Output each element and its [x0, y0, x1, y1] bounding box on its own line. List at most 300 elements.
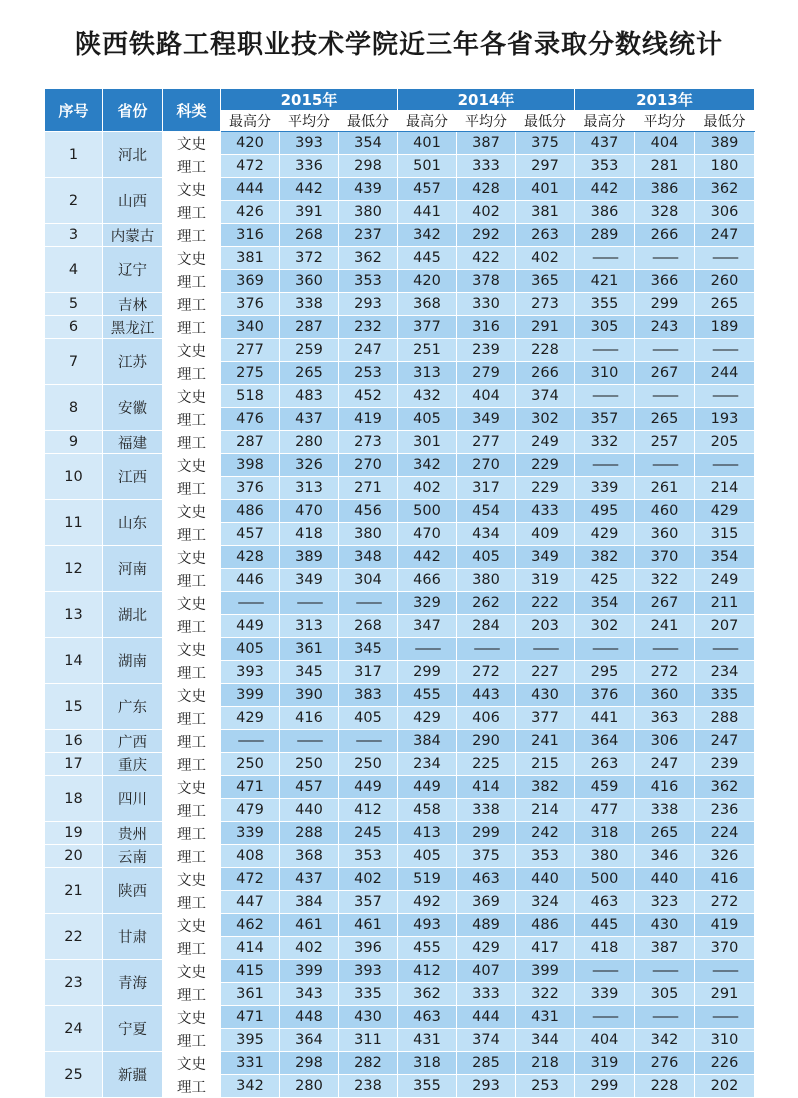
- score-cell: 250: [280, 753, 339, 776]
- score-cell: 326: [695, 845, 755, 868]
- row-seq: 2: [45, 178, 103, 224]
- row-seq: 11: [45, 500, 103, 546]
- score-cell: 376: [221, 293, 280, 316]
- score-cell: 390: [280, 684, 339, 707]
- row-subject: 文史: [163, 500, 221, 523]
- score-cell: 202: [695, 1075, 755, 1098]
- score-cell: 353: [516, 845, 575, 868]
- score-cell: 365: [516, 270, 575, 293]
- score-cell: 470: [280, 500, 339, 523]
- score-cell: 284: [457, 615, 516, 638]
- score-cell: 236: [695, 799, 755, 822]
- header-metric: 最高分: [221, 111, 280, 132]
- score-cell: 292: [457, 224, 516, 247]
- row-province: 河北: [103, 132, 163, 178]
- table-row: [45, 431, 755, 454]
- score-cell: 268: [339, 615, 398, 638]
- score-cell: 342: [635, 1029, 695, 1052]
- score-cell: 253: [339, 362, 398, 385]
- score-cell: 318: [398, 1052, 457, 1075]
- score-cell: 460: [635, 500, 695, 523]
- row-subject: 文史: [163, 247, 221, 270]
- score-cell: 272: [695, 891, 755, 914]
- score-cell: 429: [457, 937, 516, 960]
- score-cell: 461: [339, 914, 398, 937]
- table-row: [45, 132, 755, 155]
- row-province: 山西: [103, 178, 163, 224]
- score-cell: 349: [516, 546, 575, 569]
- score-cell: 180: [695, 155, 755, 178]
- score-cell: 377: [398, 316, 457, 339]
- score-cell: 414: [457, 776, 516, 799]
- score-cell: 281: [635, 155, 695, 178]
- row-seq: 4: [45, 247, 103, 293]
- score-cell: 500: [398, 500, 457, 523]
- score-cell: 344: [516, 1029, 575, 1052]
- score-cell: 342: [221, 1075, 280, 1098]
- score-cell: 416: [695, 868, 755, 891]
- row-subject: 理工: [163, 523, 221, 546]
- row-province: 内蒙古: [103, 224, 163, 247]
- score-cell: 313: [280, 615, 339, 638]
- score-cell: ——: [635, 247, 695, 270]
- table-row: [45, 316, 755, 339]
- score-cell: 449: [339, 776, 398, 799]
- score-cell: 316: [457, 316, 516, 339]
- score-cell: 291: [695, 983, 755, 1006]
- score-cell: 211: [695, 592, 755, 615]
- score-cell: 239: [457, 339, 516, 362]
- score-cell: ——: [398, 638, 457, 661]
- score-cell: 404: [575, 1029, 635, 1052]
- score-cell: ——: [695, 960, 755, 983]
- score-cell: 357: [339, 891, 398, 914]
- score-cell: 437: [280, 408, 339, 431]
- score-cell: 395: [221, 1029, 280, 1052]
- table-body: [45, 132, 755, 1098]
- row-subject: 文史: [163, 1052, 221, 1075]
- score-cell: 316: [221, 224, 280, 247]
- score-cell: 405: [221, 638, 280, 661]
- table-row: [45, 1052, 755, 1075]
- row-subject: 理工: [163, 477, 221, 500]
- row-province: 云南: [103, 845, 163, 868]
- score-cell: 247: [695, 730, 755, 753]
- score-cell: 402: [516, 247, 575, 270]
- row-province: 宁夏: [103, 1006, 163, 1052]
- score-cell: 241: [516, 730, 575, 753]
- score-cell: ——: [635, 385, 695, 408]
- score-cell: 263: [516, 224, 575, 247]
- score-cell: 362: [339, 247, 398, 270]
- score-cell: 323: [635, 891, 695, 914]
- score-cell: 305: [635, 983, 695, 1006]
- score-cell: 426: [221, 201, 280, 224]
- score-cell: 369: [457, 891, 516, 914]
- score-cell: 297: [516, 155, 575, 178]
- score-cell: ——: [280, 592, 339, 615]
- score-cell: ——: [695, 1006, 755, 1029]
- score-cell: 363: [635, 707, 695, 730]
- row-subject: 文史: [163, 868, 221, 891]
- score-cell: 382: [516, 776, 575, 799]
- score-cell: 273: [339, 431, 398, 454]
- score-cell: 299: [575, 1075, 635, 1098]
- row-subject: 理工: [163, 293, 221, 316]
- score-cell: 279: [457, 362, 516, 385]
- score-cell: 364: [575, 730, 635, 753]
- score-cell: 405: [457, 546, 516, 569]
- score-cell: 299: [635, 293, 695, 316]
- score-cell: 205: [695, 431, 755, 454]
- score-cell: 417: [516, 937, 575, 960]
- score-cell: 445: [575, 914, 635, 937]
- score-cell: 243: [635, 316, 695, 339]
- score-cell: 413: [398, 822, 457, 845]
- row-seq: 5: [45, 293, 103, 316]
- score-cell: 290: [457, 730, 516, 753]
- score-cell: 272: [457, 661, 516, 684]
- score-cell: 272: [635, 661, 695, 684]
- score-cell: 374: [516, 385, 575, 408]
- score-cell: 444: [221, 178, 280, 201]
- row-subject: 理工: [163, 201, 221, 224]
- score-cell: 318: [575, 822, 635, 845]
- score-cell: 333: [457, 155, 516, 178]
- row-subject: 理工: [163, 799, 221, 822]
- score-cell: 306: [635, 730, 695, 753]
- score-cell: 429: [695, 500, 755, 523]
- header-seq: 序号: [45, 89, 103, 132]
- score-cell: 420: [221, 132, 280, 155]
- score-cell: 402: [457, 201, 516, 224]
- score-cell: 429: [575, 523, 635, 546]
- score-cell: 439: [339, 178, 398, 201]
- score-cell: 448: [280, 1006, 339, 1029]
- score-cell: 342: [398, 224, 457, 247]
- score-cell: 486: [221, 500, 280, 523]
- score-cell: 267: [635, 362, 695, 385]
- score-cell: 489: [457, 914, 516, 937]
- score-cell: 500: [575, 868, 635, 891]
- score-cell: 342: [398, 454, 457, 477]
- table-row: [45, 776, 755, 799]
- score-cell: 441: [575, 707, 635, 730]
- score-cell: 207: [695, 615, 755, 638]
- score-cell: 405: [398, 408, 457, 431]
- row-seq: 23: [45, 960, 103, 1006]
- score-cell: 313: [280, 477, 339, 500]
- score-cell: 265: [695, 293, 755, 316]
- score-cell: 381: [221, 247, 280, 270]
- score-cell: 408: [221, 845, 280, 868]
- row-subject: 理工: [163, 224, 221, 247]
- score-cell: 266: [516, 362, 575, 385]
- header-subject: 科类: [163, 89, 221, 132]
- header-province: 省份: [103, 89, 163, 132]
- score-cell: 355: [398, 1075, 457, 1098]
- score-cell: 251: [398, 339, 457, 362]
- score-cell: 291: [516, 316, 575, 339]
- header-metric: 最低分: [339, 111, 398, 132]
- score-cell: 353: [575, 155, 635, 178]
- row-seq: 16: [45, 730, 103, 753]
- header-metric: 最高分: [575, 111, 635, 132]
- score-cell: 479: [221, 799, 280, 822]
- score-cell: 369: [221, 270, 280, 293]
- score-cell: 428: [457, 178, 516, 201]
- score-cell: 380: [575, 845, 635, 868]
- score-cell: 275: [221, 362, 280, 385]
- score-cell: 477: [575, 799, 635, 822]
- score-cell: 414: [221, 937, 280, 960]
- score-cell: 277: [457, 431, 516, 454]
- score-cell: ——: [575, 960, 635, 983]
- row-subject: 理工: [163, 753, 221, 776]
- score-cell: 340: [221, 316, 280, 339]
- score-cell: 455: [398, 937, 457, 960]
- score-cell: 331: [221, 1052, 280, 1075]
- row-subject: 文史: [163, 684, 221, 707]
- score-cell: 277: [221, 339, 280, 362]
- score-cell: 420: [398, 270, 457, 293]
- score-cell: 421: [575, 270, 635, 293]
- row-subject: 理工: [163, 983, 221, 1006]
- score-cell: 389: [695, 132, 755, 155]
- table-row: [45, 293, 755, 316]
- score-cell: 404: [635, 132, 695, 155]
- score-cell: 429: [221, 707, 280, 730]
- row-subject: 文史: [163, 638, 221, 661]
- header-year-2015: 2015年: [221, 89, 398, 111]
- row-seq: 13: [45, 592, 103, 638]
- score-cell: 355: [575, 293, 635, 316]
- score-cell: 455: [398, 684, 457, 707]
- score-cell: 449: [398, 776, 457, 799]
- table-row: [45, 638, 755, 661]
- score-cell: 431: [398, 1029, 457, 1052]
- score-cell: 440: [516, 868, 575, 891]
- score-cell: 449: [221, 615, 280, 638]
- row-subject: 文史: [163, 776, 221, 799]
- score-cell: 452: [339, 385, 398, 408]
- score-cell: 245: [339, 822, 398, 845]
- score-cell: 386: [575, 201, 635, 224]
- score-cell: 288: [695, 707, 755, 730]
- score-cell: ——: [280, 730, 339, 753]
- row-seq: 22: [45, 914, 103, 960]
- score-cell: 214: [695, 477, 755, 500]
- row-subject: 理工: [163, 707, 221, 730]
- score-cell: 336: [280, 155, 339, 178]
- score-cell: 361: [280, 638, 339, 661]
- score-cell: 370: [635, 546, 695, 569]
- score-cell: ——: [695, 454, 755, 477]
- row-province: 辽宁: [103, 247, 163, 293]
- row-seq: 20: [45, 845, 103, 868]
- row-seq: 15: [45, 684, 103, 730]
- score-cell: 463: [575, 891, 635, 914]
- score-cell: ——: [695, 638, 755, 661]
- score-cell: 442: [280, 178, 339, 201]
- table-row: [45, 730, 755, 753]
- row-subject: 理工: [163, 362, 221, 385]
- row-seq: 24: [45, 1006, 103, 1052]
- score-cell: 304: [339, 569, 398, 592]
- score-cell: 227: [516, 661, 575, 684]
- score-cell: 353: [339, 270, 398, 293]
- table-row: [45, 339, 755, 362]
- score-cell: 401: [516, 178, 575, 201]
- score-cell: 433: [516, 500, 575, 523]
- score-cell: 476: [221, 408, 280, 431]
- score-cell: 322: [635, 569, 695, 592]
- score-cell: 472: [221, 155, 280, 178]
- score-cell: 442: [398, 546, 457, 569]
- score-cell: 372: [280, 247, 339, 270]
- score-cell: 429: [398, 707, 457, 730]
- score-cell: 276: [635, 1052, 695, 1075]
- score-cell: 348: [339, 546, 398, 569]
- score-cell: ——: [635, 638, 695, 661]
- header-metric: 最低分: [695, 111, 755, 132]
- score-cell: 360: [635, 523, 695, 546]
- table-row: [45, 845, 755, 868]
- score-cell: 257: [635, 431, 695, 454]
- score-cell: 437: [280, 868, 339, 891]
- score-cell: ——: [457, 638, 516, 661]
- row-province: 山东: [103, 500, 163, 546]
- score-cell: 380: [457, 569, 516, 592]
- score-cell: 362: [398, 983, 457, 1006]
- row-province: 新疆: [103, 1052, 163, 1098]
- score-cell: 519: [398, 868, 457, 891]
- score-cell: 447: [221, 891, 280, 914]
- score-cell: 232: [339, 316, 398, 339]
- score-cell: 466: [398, 569, 457, 592]
- score-cell: 271: [339, 477, 398, 500]
- score-cell: ——: [635, 1006, 695, 1029]
- score-cell: 263: [575, 753, 635, 776]
- score-cell: 301: [398, 431, 457, 454]
- score-cell: 409: [516, 523, 575, 546]
- score-cell: 335: [339, 983, 398, 1006]
- score-cell: 288: [280, 822, 339, 845]
- score-cell: 418: [280, 523, 339, 546]
- score-cell: 387: [635, 937, 695, 960]
- score-cell: 472: [221, 868, 280, 891]
- score-cell: ——: [635, 339, 695, 362]
- score-cell: 330: [457, 293, 516, 316]
- table-row: [45, 546, 755, 569]
- score-cell: 398: [221, 454, 280, 477]
- score-cell: 239: [695, 753, 755, 776]
- score-cell: 250: [221, 753, 280, 776]
- score-cell: 259: [280, 339, 339, 362]
- score-cell: 280: [280, 1075, 339, 1098]
- score-cell: 430: [339, 1006, 398, 1029]
- score-cell: 430: [635, 914, 695, 937]
- score-cell: 434: [457, 523, 516, 546]
- score-cell: 457: [280, 776, 339, 799]
- score-cell: 458: [398, 799, 457, 822]
- score-cell: 298: [280, 1052, 339, 1075]
- score-cell: 415: [221, 960, 280, 983]
- score-cell: ——: [575, 385, 635, 408]
- row-province: 贵州: [103, 822, 163, 845]
- score-cell: 237: [339, 224, 398, 247]
- score-cell: 412: [339, 799, 398, 822]
- score-cell: 322: [516, 983, 575, 1006]
- score-cell: 446: [221, 569, 280, 592]
- score-cell: 228: [516, 339, 575, 362]
- score-cell: 354: [695, 546, 755, 569]
- score-cell: 399: [516, 960, 575, 983]
- score-cell: 249: [695, 569, 755, 592]
- score-cell: ——: [695, 339, 755, 362]
- score-cell: 418: [575, 937, 635, 960]
- row-seq: 12: [45, 546, 103, 592]
- score-cell: 384: [280, 891, 339, 914]
- score-cell: 310: [575, 362, 635, 385]
- table-row: [45, 822, 755, 845]
- score-cell: 407: [457, 960, 516, 983]
- score-cell: 493: [398, 914, 457, 937]
- score-cell: 282: [339, 1052, 398, 1075]
- score-cell: 483: [280, 385, 339, 408]
- row-subject: 文史: [163, 546, 221, 569]
- score-cell: 457: [221, 523, 280, 546]
- row-subject: 理工: [163, 615, 221, 638]
- score-cell: 261: [635, 477, 695, 500]
- row-subject: 理工: [163, 937, 221, 960]
- score-cell: 229: [516, 454, 575, 477]
- score-cell: 492: [398, 891, 457, 914]
- score-cell: 311: [339, 1029, 398, 1052]
- score-cell: ——: [575, 247, 635, 270]
- score-cell: 299: [398, 661, 457, 684]
- header-metric: 平均分: [280, 111, 339, 132]
- score-cell: 332: [575, 431, 635, 454]
- row-subject: 理工: [163, 730, 221, 753]
- table-row: [45, 592, 755, 615]
- score-cell: 456: [339, 500, 398, 523]
- row-subject: 理工: [163, 431, 221, 454]
- score-cell: 313: [398, 362, 457, 385]
- row-province: 湖北: [103, 592, 163, 638]
- row-subject: 理工: [163, 661, 221, 684]
- score-cell: 462: [221, 914, 280, 937]
- score-cell: 229: [516, 477, 575, 500]
- score-cell: 326: [280, 454, 339, 477]
- score-cell: 364: [280, 1029, 339, 1052]
- row-seq: 8: [45, 385, 103, 431]
- score-cell: ——: [575, 638, 635, 661]
- score-cell: 238: [339, 1075, 398, 1098]
- score-cell: 360: [635, 684, 695, 707]
- score-cell: 315: [695, 523, 755, 546]
- score-cell: 249: [516, 431, 575, 454]
- score-cell: 486: [516, 914, 575, 937]
- score-cell: 218: [516, 1052, 575, 1075]
- score-cell: 228: [635, 1075, 695, 1098]
- score-cell: 224: [695, 822, 755, 845]
- score-cell: 425: [575, 569, 635, 592]
- row-province: 吉林: [103, 293, 163, 316]
- score-cell: 273: [516, 293, 575, 316]
- score-cell: 346: [635, 845, 695, 868]
- score-cell: 419: [695, 914, 755, 937]
